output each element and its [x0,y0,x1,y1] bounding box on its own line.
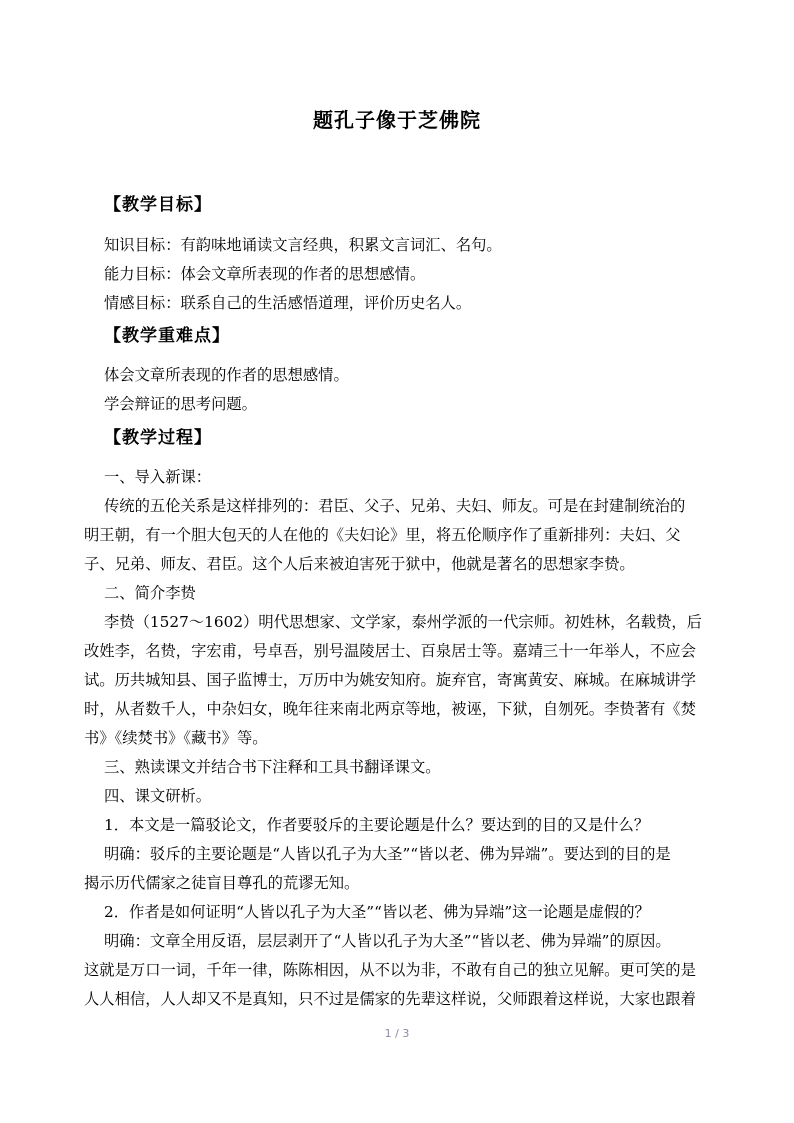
process-line: 试。历共城知县、国子监博士，万历中为姚安知府。旋弃官，寄寓黄安、麻城。在麻城讲学 [84,671,696,689]
key-point-line: 学会辩证的思考问题。 [104,395,257,413]
document-title: 题孔子像于芝佛院 [313,108,481,132]
process-line: 二、简介李贽 [104,584,196,602]
process-line: 一、导入新课： [104,468,212,486]
process-line: 书》《续焚书》《藏书》等。 [84,729,268,747]
process-line: 四、课文研析。 [104,787,212,805]
process-line: 揭示历代儒家之徒盲目尊孔的荒谬无知。 [84,874,360,892]
section-heading-process: 【教学过程】 [104,428,212,448]
process-line: 李贽（1527～1602）明代思想家、文学家，泰州学派的一代宗师。初姓林，名载贽，后 [104,613,702,631]
process-line: 2．作者是如何证明“人皆以孔子为大圣”“皆以老、佛为异端”这一论题是虚假的？ [104,903,650,921]
section-heading-key-points: 【教学重难点】 [104,326,230,346]
process-line: 三、熟读课文并结合书下注释和工具书翻译课文。 [104,758,441,776]
process-line: 明确：文章全用反语，层层剥开了“人皆以孔子为大圣”“皆以老、佛为异端”的原因。 [104,932,671,950]
objective-knowledge: 知识目标：有韵味地诵读文言经典，积累文言词汇、名句。 [104,236,502,254]
process-line: 传统的五伦关系是这样排列的：君臣、父子、兄弟、夫妇、师友。可是在封建制统治的 [104,497,686,515]
process-line: 人人相信，人人却又不是真知，只不过是儒家的先辈这样说，父师跟着这样说，大家也跟着 [84,990,696,1008]
page-number: 1 / 3 [384,1027,410,1040]
key-point-line: 体会文章所表现的作者的思想感情。 [104,366,349,384]
process-line: 这就是万口一词，千年一律，陈陈相因，从不以为非，不敢有自己的独立见解。更可笑的是 [84,961,696,979]
process-line: 明王朝，有一个胆大包天的人在他的《夫妇论》里，将五伦顺序作了重新排列：夫妇、父 [84,526,681,544]
process-line: 时，从者数千人，中杂妇女，晚年往来南北两京等地，被诬，下狱，自刎死。李贽著有《焚 [84,700,696,718]
section-heading-objectives: 【教学目标】 [104,195,212,215]
process-line: 子、兄弟、师友、君臣。这个人后来被迫害死于狱中，他就是著名的思想家李贽。 [84,555,635,573]
objective-emotion: 情感目标：联系自己的生活感悟道理，评价历史名人。 [104,294,472,312]
process-line: 改姓李，名贽，字宏甫，号卓吾，别号温陵居士、百泉居士等。嘉靖三十一年举人，不应会 [84,642,696,660]
process-line: 1．本文是一篇驳论文，作者要驳斥的主要论题是什么？要达到的目的又是什么？ [104,816,650,834]
objective-ability: 能力目标：体会文章所表现的作者的思想感情。 [104,265,426,283]
process-line: 明确：驳斥的主要论题是“人皆以孔子为大圣”“皆以老、佛为异端”。要达到的目的是 [104,845,671,863]
